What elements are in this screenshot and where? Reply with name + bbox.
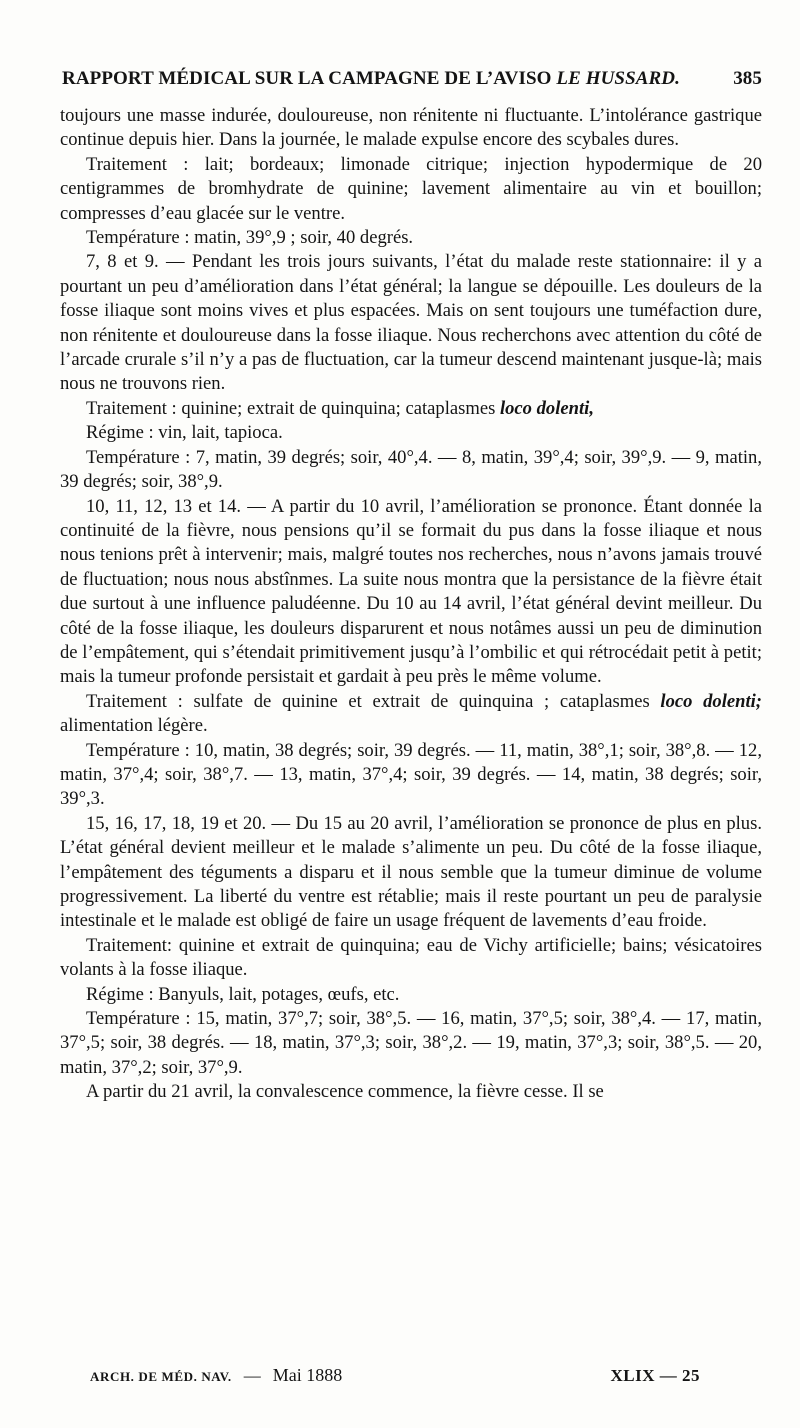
page-footer: [90, 1365, 700, 1386]
text-run: 7, 8 et 9. — Pendant les trois jours suivants, l’état du malade reste stationnaire: il y a pourtant un peu d’amélioration dans l’état général; la langue se dépouille. Les douleurs de la fosse iliaque sont moins vives et plus espacées. Mais on sent toujours une tuméfaction dure, non rénitente et douloureuse dans la fosse iliaque. Nous recherchons avec attention du côté de l’arcade crurale s’il n’y a pas de fluctuation, car la tumeur descend maintenant jusque-là; mais nous ne trouvons rien.: [60, 251, 762, 395]
footer-left: [90, 1365, 342, 1386]
paragraph: [60, 495, 762, 690]
paragraph: [60, 983, 762, 1007]
text-run: alimentation légère.: [60, 715, 208, 737]
text-run: toujours une masse indurée, douloureuse, non rénitente ni fluctuante. L’intolérance gastrique continue depuis hier. Dans la journée, le malade expulse encore des scybales dures.: [60, 105, 762, 151]
text-run: Traitement : lait; bordeaux; limonade citrique; injection hypodermique de 20 centigrammes de bromhydrate de quinine; lavement alimentaire au vin et bouillon; compresses d’eau glacée sur le ventre.: [60, 153, 762, 224]
text-run: Traitement : sulfate de quinine et extrait de quinquina ; cataplasmes: [86, 690, 661, 712]
printer-signature: XLIX — 25: [610, 1366, 700, 1385]
running-title-wrap: [62, 68, 680, 90]
text-run: 10, 11, 12, 13 et 14. — A partir du 10 avril, l’amélioration se prononce. Étant donnée la continuité de la fièvre, nous pensions qu’il se formait du pus dans la fosse iliaque et nous nous tenions prêt à intervenir; mais, malgré toutes nos recherches, nous n’avons jamais trouvé de fluctuation; nous nous abstînmes. La suite nous montra que la persistance de la fièvre était due surtout à une influence paludéenne. Du 10 au 14 avril, l’état général devint meilleur. Du côté de la fosse iliaque, les douleurs disparurent et nous notâmes aussi un peu de diminution de l’empâtement, qui s’étendait primitivement jusqu’à l’ombilic et qui rétrocédait petit à petit; mais la tumeur profonde persistait et gardait à peu près le même volume.: [60, 495, 762, 688]
italic-phrase: loco dolenti,: [499, 397, 594, 419]
paragraph: [60, 421, 762, 445]
paragraph: [60, 446, 762, 495]
text-run: Température : 7, matin, 39 degrés; soir, 40°,4. — 8, matin, 39°,4; soir, 39°,9. — 9, matin, 39 degrés; soir, 38°,9.: [60, 446, 762, 493]
italic-phrase: loco dolenti;: [660, 690, 762, 712]
paragraph: [60, 739, 762, 812]
text-run: 15, 16, 17, 18, 19 et 20. — Du 15 au 20 avril, l’amélioration se prononce de plus en plus. L’état général devient meilleur et le malade s’alimente un peu. Du côté de la fosse iliaque, l’empâtement des téguments a disparu et il nous semble que la tumeur diminue de volume progressivement. La liberté du ventre est rétablie; mais il reste pourtant un peu de paralysie intestinale et le malade est obligé de faire un usage fréquent de lavements d’eau froide.: [60, 812, 762, 932]
text-run: Traitement : quinine; extrait de quinquina; cataplasmes: [86, 397, 500, 419]
text-run: Régime : vin, lait, tapioca.: [86, 422, 283, 444]
paragraph: [60, 250, 762, 396]
paragraph: [60, 934, 762, 983]
running-title: RAPPORT MÉDICAL SUR LA CAMPAGNE DE L’AVISO: [62, 68, 552, 89]
ship-name: LE HUSSARD.: [556, 68, 680, 89]
text-run: Température : 10, matin, 38 degrés; soir, 39 degrés. — 11, matin, 38°,1; soir, 38°,8. — 12, matin, 37°,4; soir, 38°,7. — 13, matin, 37°,4; soir, 39 degrés. — 14, matin, 38 degrés; soir, 39°,3.: [60, 739, 762, 810]
paragraph: [60, 1007, 762, 1080]
body-text: [60, 104, 762, 1105]
page-number: 385: [733, 68, 762, 89]
text-run: Traitement: quinine et extrait de quinquina; eau de Vichy artificielle; bains; vésicatoires volants à la fosse iliaque.: [60, 934, 762, 981]
text-run: Température : 15, matin, 37°,7; soir, 38°,5. — 16, matin, 37°,5; soir, 38°,4. — 17, matin, 37°,5; soir, 38 degrés. — 18, matin, 37°,3; soir, 38°,2. — 19, matin, 37°,3; soir, 38°,5. — 20, matin, 37°,2; soir, 37°,9.: [60, 1008, 762, 1078]
paragraph: [60, 397, 762, 421]
paragraph: [60, 226, 762, 250]
paragraph: [60, 1080, 762, 1104]
text-run: Température : matin, 39°,9 ; soir, 40 degrés.: [86, 227, 414, 249]
journal-abbreviation: ARCH. DE MÉD. NAV.: [90, 1369, 232, 1384]
text-run: Régime : Banyuls, lait, potages, œufs, etc.: [86, 983, 400, 1005]
running-header: [62, 68, 762, 90]
paragraph: [60, 690, 762, 739]
text-run: A partir du 21 avril, la convalescence commence, la fièvre cesse. Il se: [86, 1081, 604, 1103]
issue-date: Mai 1888: [272, 1365, 343, 1385]
paragraph: [60, 812, 762, 934]
footer-dash: —: [243, 1366, 261, 1385]
paragraph: [60, 104, 762, 153]
paragraph: [60, 153, 762, 226]
